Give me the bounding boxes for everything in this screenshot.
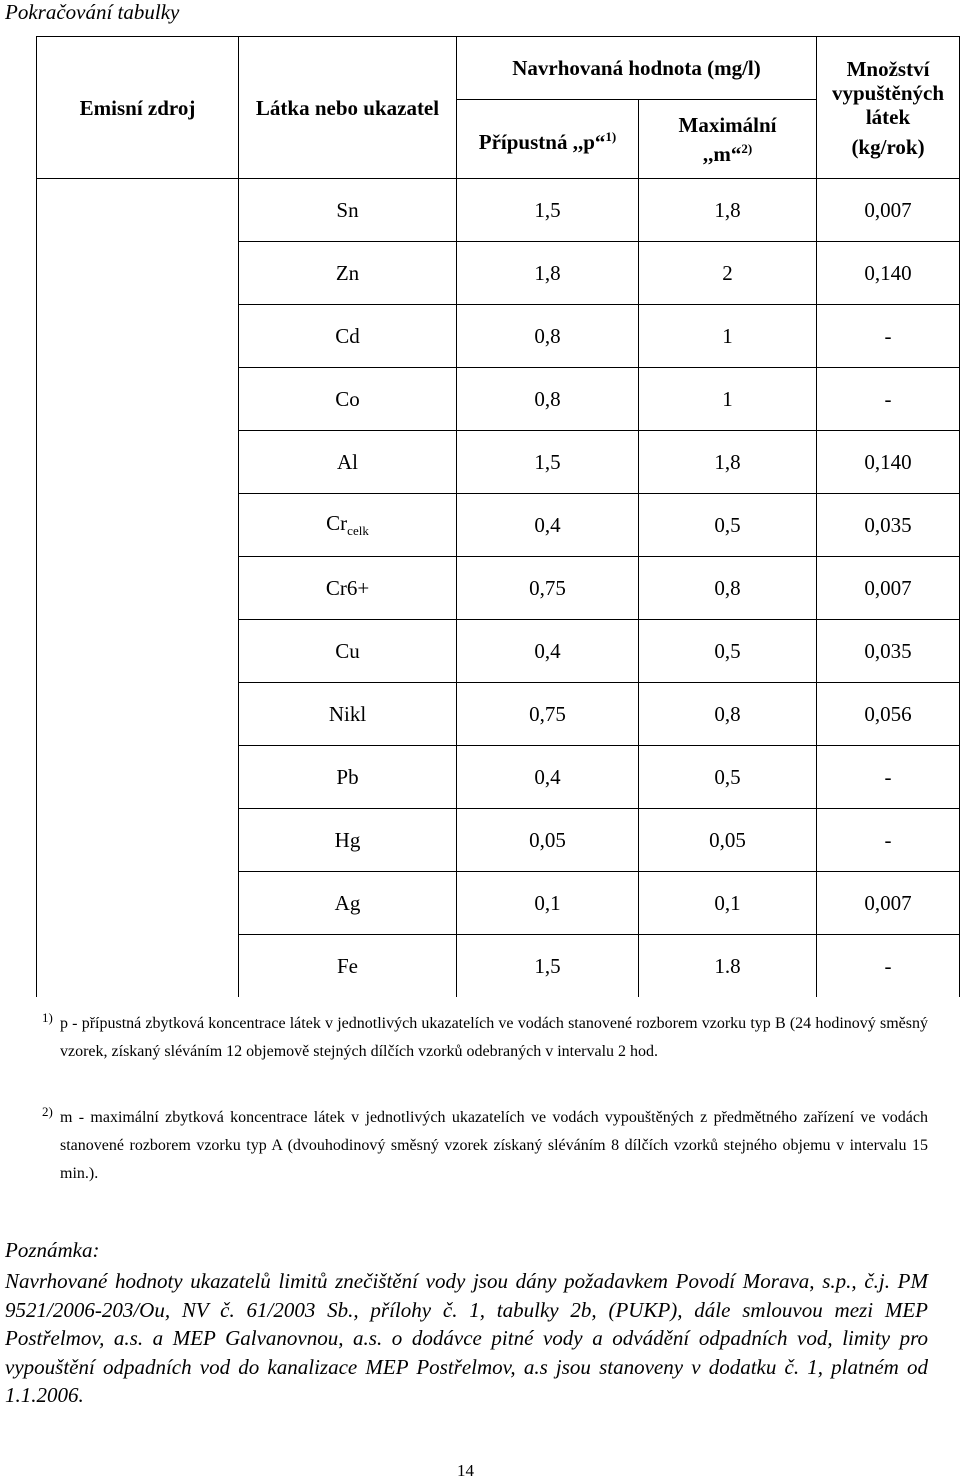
emission-table bbox=[36, 36, 960, 997]
header-source: Emisní zdroj bbox=[37, 37, 239, 179]
header-amount: Množství vypuštěných látek (kg/rok) bbox=[817, 37, 960, 179]
source-cell bbox=[37, 368, 239, 431]
source-cell bbox=[37, 935, 239, 998]
source-cell bbox=[37, 683, 239, 746]
substance-cell: Pb bbox=[239, 746, 457, 809]
table-row bbox=[37, 305, 960, 368]
allowed-cell: 1,5 bbox=[457, 431, 639, 494]
page-number: 14 bbox=[457, 1461, 474, 1480]
table-row bbox=[37, 368, 960, 431]
amount-cell: - bbox=[817, 305, 960, 368]
allowed-cell: 0,1 bbox=[457, 872, 639, 935]
amount-cell: 0,007 bbox=[817, 872, 960, 935]
allowed-cell: 0,8 bbox=[457, 368, 639, 431]
table-row bbox=[37, 557, 960, 620]
table-row bbox=[37, 242, 960, 305]
maximal-cell: 1 bbox=[639, 368, 817, 431]
amount-cell: - bbox=[817, 809, 960, 872]
allowed-cell: 0,75 bbox=[457, 557, 639, 620]
source-cell bbox=[37, 557, 239, 620]
note-title: Poznámka: bbox=[5, 1238, 100, 1262]
maximal-cell: 0,5 bbox=[639, 494, 817, 557]
page-heading: Pokračování tabulky bbox=[5, 0, 180, 24]
source-cell bbox=[37, 179, 239, 242]
source-cell bbox=[37, 809, 239, 872]
table-row bbox=[37, 683, 960, 746]
allowed-cell: 0,4 bbox=[457, 620, 639, 683]
table-row bbox=[37, 620, 960, 683]
table-row bbox=[37, 809, 960, 872]
header-maximal: Maximální ,,m“$^{2)}$ bbox=[639, 100, 817, 179]
substance-cell: Nikl bbox=[239, 683, 457, 746]
source-cell bbox=[37, 494, 239, 557]
note-text: Navrhované hodnoty ukazatelů limitů znečištění vody jsou dány požadavkem Povodí Morava, s.p., č.j. PM 9521/2006-203/Ou, NV č. 61/2003 Sb., přílohy č. 1, tabulky 2b, (PUKP), dále smlouvou mezi MEP Postřelmov, a.s. a MEP Galvanovnou, a.s. o dodávce pitné vody a odvádění odpadních vod, limity pro vypouštění odpadních vod do kanalizace MEP Postřelmov, a.s jsou stanoveny v dodatku č. 1, platném od 1.1.2006. bbox=[5, 1269, 928, 1407]
source-cell bbox=[37, 620, 239, 683]
amount-cell: 0,056 bbox=[817, 683, 960, 746]
maximal-cell: 2 bbox=[639, 242, 817, 305]
amount-cell: 0,140 bbox=[817, 431, 960, 494]
allowed-cell: 1,8 bbox=[457, 242, 639, 305]
header-allowed: Přípustná ,,p“$^{1)}$ bbox=[457, 100, 639, 179]
maximal-cell: 0,5 bbox=[639, 620, 817, 683]
maximal-cell: 1.8 bbox=[639, 935, 817, 998]
allowed-cell: 0,8 bbox=[457, 305, 639, 368]
substance-cell: Cu bbox=[239, 620, 457, 683]
substance-cell: Fe bbox=[239, 935, 457, 998]
source-cell bbox=[37, 431, 239, 494]
table-row bbox=[37, 935, 960, 998]
substance-cell: Hg bbox=[239, 809, 457, 872]
substance-cell: Ag bbox=[239, 872, 457, 935]
header-proposed-value: Navrhovaná hodnota (mg/l) bbox=[457, 37, 817, 100]
table-row bbox=[37, 179, 960, 242]
maximal-cell: 0,1 bbox=[639, 872, 817, 935]
amount-cell: - bbox=[817, 746, 960, 809]
substance-cell: Sn bbox=[239, 179, 457, 242]
table-row bbox=[37, 431, 960, 494]
substance-cell: Zn bbox=[239, 242, 457, 305]
substance-cell: Co bbox=[239, 368, 457, 431]
amount-cell: 0,140 bbox=[817, 242, 960, 305]
header-substance: Látka nebo ukazatel bbox=[239, 37, 457, 179]
substance-cell: Cr6+ bbox=[239, 557, 457, 620]
substance-cell: Al bbox=[239, 431, 457, 494]
amount-cell: - bbox=[817, 368, 960, 431]
header-amount-unit: (kg/rok) bbox=[851, 134, 925, 159]
allowed-cell: 1,5 bbox=[457, 179, 639, 242]
allowed-cell: 1,5 bbox=[457, 935, 639, 998]
amount-cell: - bbox=[817, 935, 960, 998]
source-cell bbox=[37, 872, 239, 935]
table-row bbox=[37, 746, 960, 809]
amount-cell: 0,035 bbox=[817, 494, 960, 557]
amount-cell: 0,035 bbox=[817, 620, 960, 683]
allowed-cell: 0,4 bbox=[457, 494, 639, 557]
maximal-cell: 1,8 bbox=[639, 179, 817, 242]
substance-cell: $Cr_{celk}$ bbox=[239, 494, 457, 557]
maximal-cell: 1 bbox=[639, 305, 817, 368]
allowed-cell: 0,05 bbox=[457, 809, 639, 872]
footnote-1: 1) p - přípustná zbytková koncentrace látek v jednotlivých ukazatelích ve vodách stanovené rozborem vzorku typ B (24 hodinový směsný vzorek, získaný sléváním 12 objemově stejných dílčích vzorků odebraných v intervalu 2 hod. bbox=[42, 1010, 928, 1060]
amount-cell: 0,007 bbox=[817, 557, 960, 620]
maximal-cell: 0,05 bbox=[639, 809, 817, 872]
source-cell bbox=[37, 305, 239, 368]
table-row bbox=[37, 872, 960, 935]
source-cell bbox=[37, 242, 239, 305]
allowed-cell: 0,4 bbox=[457, 746, 639, 809]
amount-cell: 0,007 bbox=[817, 179, 960, 242]
footnote-2: 2) m - maximální zbytková koncentrace látek v jednotlivých ukazatelích ve vodách vypouštěných z předmětného zařízení ve vodách stanovené rozborem vzorku typ A (dvouhodinový směsný vzorek získaný sléváním 8 dílčích vzorků stejného objemu v intervalu 15 min.). bbox=[42, 1104, 928, 1182]
maximal-cell: 0,8 bbox=[639, 557, 817, 620]
substance-cell: Cd bbox=[239, 305, 457, 368]
source-cell bbox=[37, 746, 239, 809]
maximal-cell: 0,8 bbox=[639, 683, 817, 746]
maximal-cell: 1,8 bbox=[639, 431, 817, 494]
table-row bbox=[37, 494, 960, 557]
maximal-cell: 0,5 bbox=[639, 746, 817, 809]
allowed-cell: 0,75 bbox=[457, 683, 639, 746]
